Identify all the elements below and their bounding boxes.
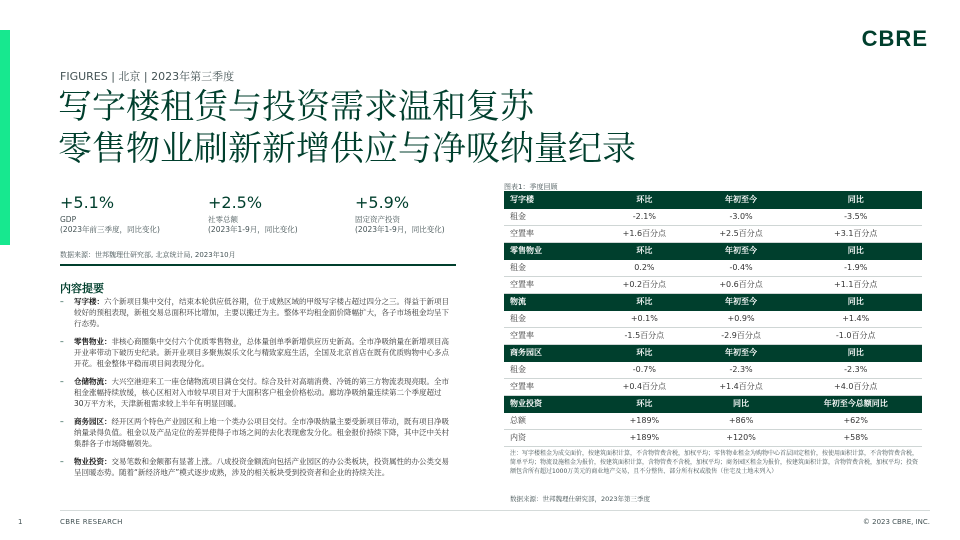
table-row — [504, 361, 922, 378]
col-header: 年初至今 — [693, 242, 790, 259]
summary-text: 交易笔数和金额都有显著上涨。八成投资金额流向包括产业园区的办公类板块，投资属性的办公类交易呈回暖态势。随着“新经济地产”模式逐步成熟，涉及的相关板块受到投资者和企业的持续关注。 — [74, 457, 449, 477]
summary-title: 内容提要 — [60, 282, 104, 295]
table-row — [504, 378, 922, 395]
row-label: 租金 — [504, 361, 596, 378]
summary-text: 六个新项目集中交付，结束本轮供应低谷期，位于成熟区域的甲级写字楼占超过四分之三。得益于新项目较好的预租表现，新租交易总面积环比增加，主要以搬迁为主。整体平均租金面价降幅扩大，各子市场租金均呈下行态势。 — [74, 297, 449, 328]
row-label: 内资 — [504, 429, 596, 446]
section-name: 商务园区 — [504, 344, 596, 361]
table-cell: +189% — [596, 429, 693, 446]
summary-head: 写字楼： — [74, 297, 104, 306]
table-row — [504, 327, 922, 344]
summary-text: 非核心商圈集中交付六个优质零售物业，总体量创单季新增供应历史新高。全市净吸纳量在新增项目高开业率带动下破历史纪录。新开业项目多聚焦娱乐文化与精致家庭生活，全国及北京首店在既有优质购物中心多点开花。租金整体平稳而项目间表现分化。 — [74, 337, 449, 368]
table-row — [504, 310, 922, 327]
table-cell: -1.9% — [789, 259, 922, 276]
row-label: 空置率 — [504, 378, 596, 395]
kpi-value: +5.9% — [355, 193, 410, 212]
col-header: 同比 — [789, 191, 922, 208]
quarterly-review-table — [504, 191, 922, 447]
table-cell: +1.6百分点 — [596, 225, 693, 242]
summary-head: 仓储物流： — [74, 377, 112, 386]
kpi-fixed-investment — [355, 194, 445, 235]
col-header: 年初至今总额同比 — [789, 395, 922, 412]
col-header: 年初至今 — [693, 293, 790, 310]
dash-marker: – — [60, 337, 64, 346]
summary-list — [60, 296, 450, 485]
summary-item-logistics — [60, 376, 450, 409]
col-header: 环比 — [596, 293, 693, 310]
kpi-row — [60, 194, 460, 246]
table-cell: -3.5% — [789, 208, 922, 225]
summary-item-business-park — [60, 416, 450, 449]
row-label: 租金 — [504, 259, 596, 276]
table-cell: -1.5百分点 — [596, 327, 693, 344]
row-label: 空置率 — [504, 225, 596, 242]
col-header: 环比 — [596, 344, 693, 361]
footer-brand: CBRE RESEARCH — [60, 518, 123, 526]
section-header-office — [504, 191, 922, 208]
section-name: 物流 — [504, 293, 596, 310]
row-label: 空置率 — [504, 327, 596, 344]
table-row — [504, 412, 922, 429]
table-cell: +86% — [693, 412, 790, 429]
dash-marker: – — [60, 377, 64, 386]
section-name: 写字楼 — [504, 191, 596, 208]
table-cell: +1.4百分点 — [693, 378, 790, 395]
kpi-gdp — [60, 194, 160, 235]
table-cell: +4.0百分点 — [789, 378, 922, 395]
col-header: 同比 — [693, 395, 790, 412]
section-name: 零售物业 — [504, 242, 596, 259]
table-cell: -0.7% — [596, 361, 693, 378]
col-header: 同比 — [789, 242, 922, 259]
table-cell: +1.1百分点 — [789, 276, 922, 293]
table-cell: -2.3% — [693, 361, 790, 378]
figures-line: FIGURES | 北京 | 2023年第三季度 — [60, 70, 235, 83]
table-cell: +1.4% — [789, 310, 922, 327]
table-row — [504, 259, 922, 276]
kpi-sub: (2023年1-9月，同比变化) — [208, 225, 298, 234]
page-number: 1 — [18, 518, 23, 526]
col-header: 环比 — [596, 395, 693, 412]
row-label: 租金 — [504, 208, 596, 225]
table-cell: +62% — [789, 412, 922, 429]
kpi-sub: (2023年1-9月，同比变化) — [355, 225, 445, 234]
kpi-source: 数据来源：世邦魏理仕研究部, 北京统计局, 2023年10月 — [60, 251, 236, 259]
table-cell: +0.6百分点 — [693, 276, 790, 293]
summary-text: 大兴空港迎来工一座仓储物流项目满仓交付。综合及针对高端消费、冷链的第三方物流表现亮眼。全市租金涨幅持续放缓，核心区相对入市较早项目对于大面积客户租金价格松动。廊坊净吸纳量连续第二个季度超过30万平方米，天津新租需求较上半年有明显回暖。 — [74, 377, 449, 408]
summary-head: 物业投资： — [74, 457, 112, 466]
dash-marker: – — [60, 457, 64, 466]
section-name: 物业投资 — [504, 395, 596, 412]
title-line-1: 写字楼租赁与投资需求温和复苏 — [58, 87, 534, 127]
table-cell: +2.5百分点 — [693, 225, 790, 242]
kpi-value: +5.1% — [60, 193, 115, 212]
table-cell: -2.9百分点 — [693, 327, 790, 344]
table-row — [504, 208, 922, 225]
summary-head: 商务园区： — [74, 417, 112, 426]
col-header: 年初至今 — [693, 344, 790, 361]
kpi-value: +2.5% — [208, 193, 263, 212]
table-row — [504, 429, 922, 446]
accent-bar — [0, 30, 10, 245]
dash-marker: – — [60, 297, 64, 306]
table-row — [504, 276, 922, 293]
table-cell: -3.0% — [693, 208, 790, 225]
kpi-sub: (2023年前三季度，同比变化) — [60, 225, 160, 234]
dash-marker: – — [60, 417, 64, 426]
table-cell: +0.1% — [596, 310, 693, 327]
table-source: 数据来源：世邦魏理仕研究部，2023年第三季度 — [510, 495, 651, 503]
table-cell: +0.4百分点 — [596, 378, 693, 395]
section-divider — [60, 264, 456, 266]
summary-item-office — [60, 296, 450, 329]
col-header: 环比 — [596, 242, 693, 259]
row-label: 租金 — [504, 310, 596, 327]
table-notes: 注：写字楼租金为成交面价，按建筑面积计算，不含物管费含税，加权平均；零售物业租金为购物中心首层固定租价，按使用面积计算，不含物管费含税，简单平均；物流设施租金为报价，按建筑面积计算，含物管费不含税，加权平均；商务园区租金为报价，按建筑面积计算，含物管费含税，加权平均；投资额包含所有超过1000万美元的商业地产交易，且不分整售、部分所有权或股售（住宅及土地未列入） — [510, 450, 919, 475]
kpi-label: 固定资产投资 — [355, 215, 400, 224]
cbre-logo: CBRE — [861, 26, 928, 51]
row-label: 总额 — [504, 412, 596, 429]
col-header: 同比 — [789, 293, 922, 310]
summary-text: 经开区两个特色产业园区和上地一个类办公项目交付。全市净吸纳量主要受新项目带动，既有项目净吸纳量录得负值。租金以及产品定位的差异使得子市场之间的去化表现愈发分化。租金报价持续下降，其中泛中关村集群各子市场降幅领先。 — [74, 417, 449, 448]
table-cell: -2.3% — [789, 361, 922, 378]
col-header: 环比 — [596, 191, 693, 208]
row-label: 空置率 — [504, 276, 596, 293]
table-cell: +0.9% — [693, 310, 790, 327]
kpi-label: 社零总额 — [208, 215, 238, 224]
footer-copyright: © 2023 CBRE, INC. — [862, 518, 930, 526]
section-header-business-park — [504, 344, 922, 361]
table-cell: +189% — [596, 412, 693, 429]
col-header: 年初至今 — [693, 191, 790, 208]
table-cell: +3.1百分点 — [789, 225, 922, 242]
kpi-label: GDP — [60, 215, 77, 224]
table-cell: +0.2百分点 — [596, 276, 693, 293]
table-cell: -2.1% — [596, 208, 693, 225]
title-line-2: 零售物业刷新新增供应与净吸纳量纪录 — [58, 129, 636, 169]
section-header-retail — [504, 242, 922, 259]
table-cell: +58% — [789, 429, 922, 446]
page-title — [58, 86, 636, 170]
table-row — [504, 225, 922, 242]
table-cell: 0.2% — [596, 259, 693, 276]
kpi-retail-sales — [208, 194, 298, 235]
section-header-logistics — [504, 293, 922, 310]
summary-item-retail — [60, 336, 450, 369]
table-cell: -1.0百分点 — [789, 327, 922, 344]
table-caption: 图表1：季度回顾 — [504, 183, 558, 191]
table-cell: +120% — [693, 429, 790, 446]
footer-divider — [60, 510, 930, 511]
section-header-investment — [504, 395, 922, 412]
table-cell: -0.4% — [693, 259, 790, 276]
summary-head: 零售物业： — [74, 337, 112, 346]
summary-item-investment — [60, 456, 450, 478]
col-header: 同比 — [789, 344, 922, 361]
